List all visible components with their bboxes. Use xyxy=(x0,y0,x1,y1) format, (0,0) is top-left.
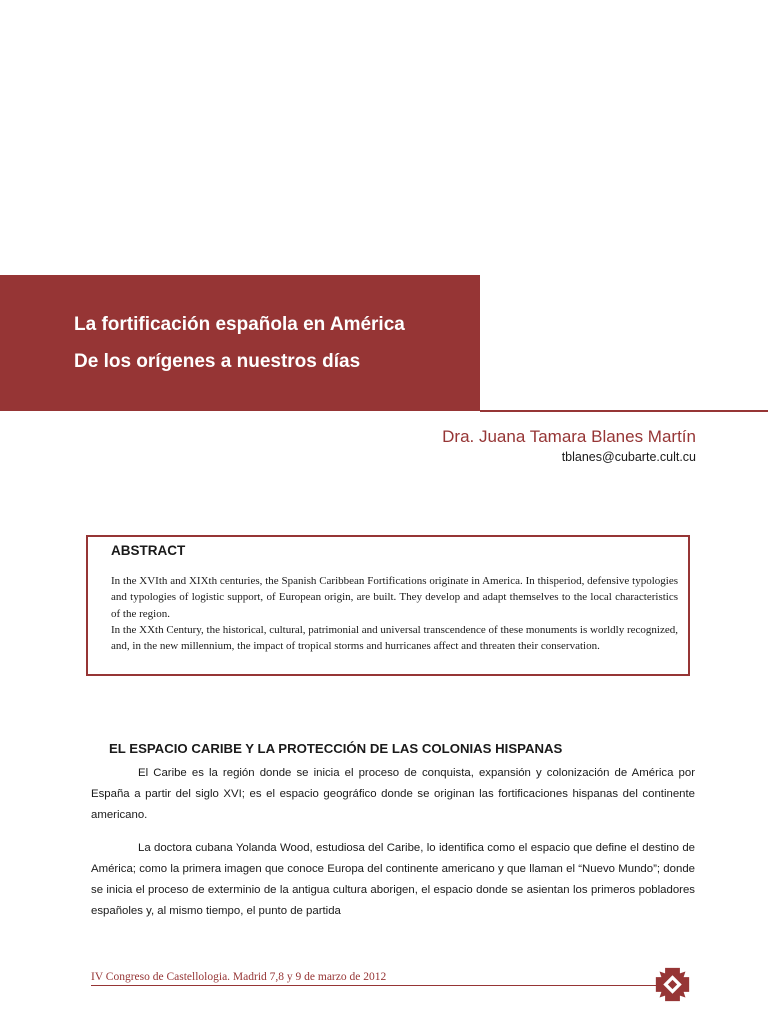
section-heading: EL ESPACIO CARIBE Y LA PROTECCIÓN DE LAS COLONIAS HISPANAS xyxy=(109,741,563,756)
footer-rule xyxy=(91,985,661,986)
abstract-heading: ABSTRACT xyxy=(111,543,186,558)
castle-cross-logo-icon xyxy=(654,966,691,1003)
title-line-1: La fortificación española en América xyxy=(74,314,405,335)
title-band xyxy=(0,275,480,411)
title-line-2: De los orígenes a nuestros días xyxy=(74,351,361,372)
author-name: Dra. Juana Tamara Blanes Martín xyxy=(442,427,696,446)
abstract-box xyxy=(86,535,690,676)
abstract-paragraph-2: In the XXth Century, the historical, cultural, patrimonial and universal transcendence of these monuments is worldly recognized, and, in the new millennium, the impact of tropical storms and hurricanes affect and threaten their conservation. xyxy=(111,623,678,653)
abstract-text xyxy=(111,573,678,654)
footer-text: IV Congreso de Castellologia. Madrid 7,8 y 9 de marzo de 2012 xyxy=(91,971,387,983)
body-paragraph-1: El Caribe es la región donde se inicia el proceso de conquista, expansión y colonización de América por España a partir del siglo XVI; es el espacio geográfico donde se originan las fortificaciones hispanas del continente americano. xyxy=(91,767,695,821)
author-email: tblanes@cubarte.cult.cu xyxy=(561,450,696,464)
header-rule xyxy=(480,410,768,412)
abstract-paragraph-1: In the XVIth and XIXth centuries, the Spanish Caribbean Fortifications originate in America. In thisperiod, defensive typologies and typologies of logistic support, of European origin, are built. They develop and adapt themselves to the local characteristics of the region. xyxy=(111,575,678,620)
body-paragraph-2: La doctora cubana Yolanda Wood, estudiosa del Caribe, lo identifica como el espacio que define el destino de América; como la primera imagen que conoce Europa del continente americano y que llaman el “Nuevo Mundo”; donde se inicia el proceso de exterminio de la antigua cultura aborigen, el espacio donde se asientan los primeros pobladores españoles y, al mismo tiempo, el punto de partida xyxy=(91,842,695,917)
